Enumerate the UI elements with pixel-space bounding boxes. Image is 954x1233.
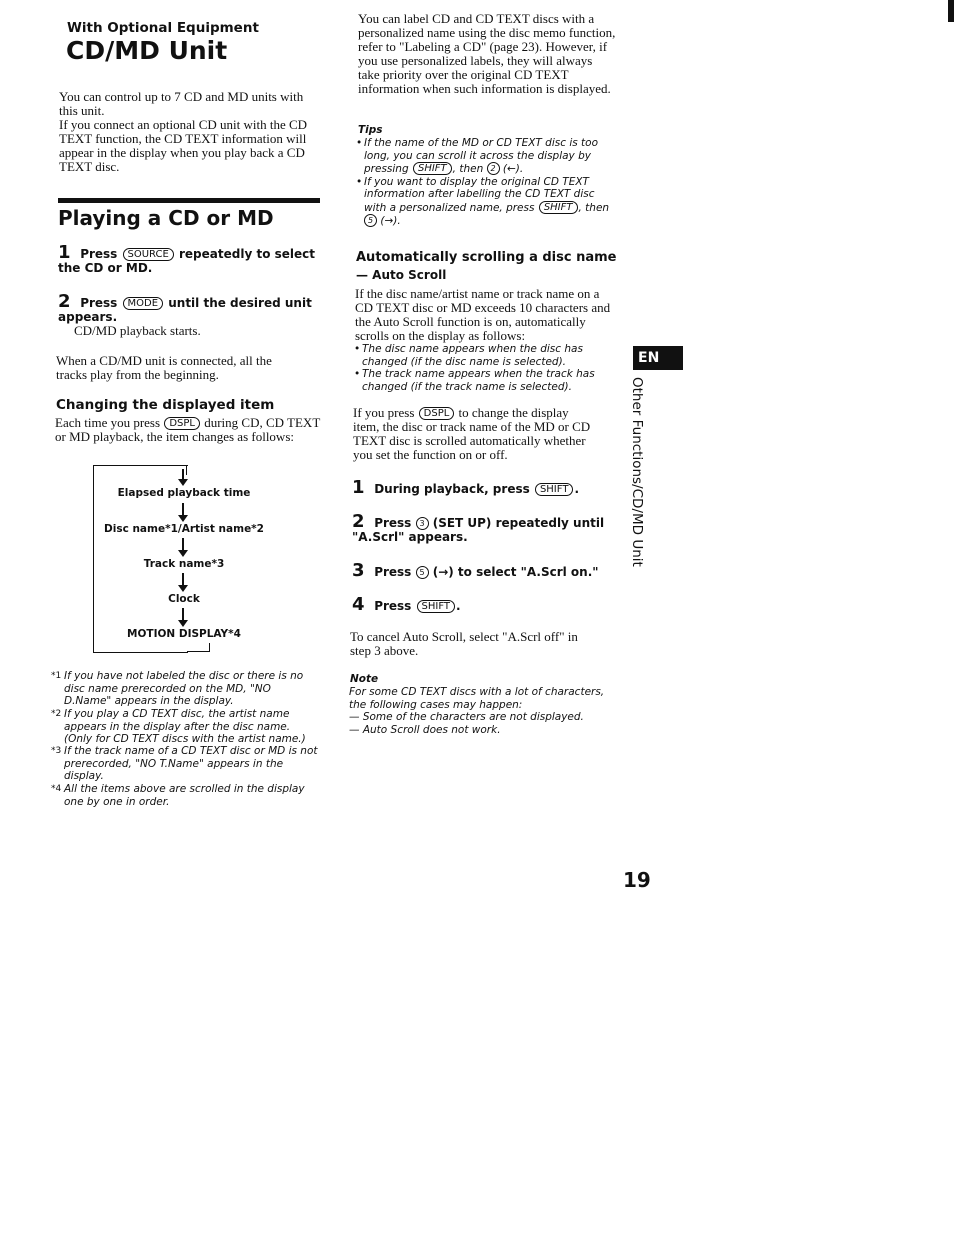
step-text-post: (SET UP) repeatedly until "A.Scrl" appears. <box>352 516 605 544</box>
number-5-button[interactable]: 5 <box>364 214 377 227</box>
step-text-post: repeatedly to select the CD or MD. <box>58 247 316 275</box>
footnote-text: If you play a CD TEXT disc, the artist name appears in the display after the disc name. (Only for CD TEXT discs with the artist name.) <box>64 708 306 745</box>
flow-arrow-down <box>182 608 184 622</box>
flow-arrow-down <box>182 503 184 517</box>
cd-text-intro: You can label CD and CD TEXT discs with a personalized name using the disc memo function, refer to "Labeling a CD" (page 23). However, if you use personalized labels, they will always take priority over the original CD TEXT information when such information is displayed. <box>358 11 616 96</box>
playing-after-text: When a CD/MD unit is connected, all the tracks play from the beginning. <box>56 353 272 382</box>
mode-button[interactable]: MODE <box>123 297 164 310</box>
dspl-text-post: to change the display item, the disc or track name of the MD or CD TEXT disc is scrolled automatically whether you set the function on or off. <box>353 405 591 462</box>
autoscroll-step-3 <box>352 560 617 581</box>
flow-item-elapsed: Elapsed playback time <box>117 487 251 499</box>
footnote-mark: *1 <box>51 671 62 681</box>
step-text: Press <box>80 296 118 310</box>
note-line: — Some of the characters are not displayed. <box>349 711 584 723</box>
edge-marker <box>948 0 954 22</box>
tip-item <box>356 137 618 176</box>
autoscroll-bullet: • The disc name appears when the disc has changed (if the disc name is selected). <box>354 343 616 368</box>
step-text: Press <box>374 565 412 579</box>
footnote-text: If you have not labeled the disc or there is no disc name prerecorded on the MD, "NO D.Name" appears in the display. <box>64 670 304 707</box>
autoscroll-bullet: • The track name appears when the track has changed (if the track name is selected). <box>354 368 616 393</box>
step-number: 1 <box>58 242 71 263</box>
side-section-label: Other Functions/CD/MD Unit <box>629 377 645 567</box>
footnote-mark: *4 <box>51 784 62 794</box>
note-line: — Auto Scroll does not work. <box>349 723 501 736</box>
autoscroll-step-1 <box>352 477 617 498</box>
footnote-2 <box>51 708 321 746</box>
note-body <box>349 686 611 736</box>
dspl-text-pre: If you press <box>353 405 415 420</box>
flow-item-track-name: Track name*3 <box>143 558 225 570</box>
step-text: Press <box>80 247 118 261</box>
autoscroll-bullets <box>354 343 616 393</box>
step-number: 3 <box>352 560 365 581</box>
tips-list <box>356 137 618 228</box>
display-flow-diagram <box>93 465 275 657</box>
side-label-wrap <box>627 377 647 567</box>
flow-arrow-down <box>182 538 184 552</box>
shift-button[interactable]: SHIFT <box>417 600 456 613</box>
playing-step-2 <box>58 291 323 338</box>
tip-item <box>356 176 618 228</box>
footnote-3 <box>51 745 321 783</box>
step-text: Press <box>374 599 412 613</box>
playing-step-1 <box>58 242 323 275</box>
step-sub-text: CD/MD playback starts. <box>74 323 201 338</box>
intro-paragraph-2: If you connect an optional CD unit with the CD TEXT function, the CD TEXT information will appear in the display when you play back a CD TEXT disc. <box>59 117 308 174</box>
page-number: 19 <box>623 868 651 892</box>
flow-loop-drop <box>186 465 187 475</box>
step-text-post: . <box>574 482 580 496</box>
step-text: Press <box>374 516 412 530</box>
autoscroll-cancel-text: To cancel Auto Scroll, select "A.Scrl off" in step 3 above. <box>350 629 578 658</box>
tip-text: If the name of the MD or CD TEXT disc is too long, you can scroll it across the display by pressing <box>364 137 599 175</box>
number-2-button[interactable]: 2 <box>487 162 500 175</box>
footnote-text: If the track name of a CD TEXT disc or MD is not prerecorded, "NO T.Name" appears in the display. <box>64 745 318 782</box>
tip-text-post: (→). <box>380 215 401 227</box>
changing-text <box>55 416 321 444</box>
changing-text-post: during CD, CD TEXT or MD playback, the item changes as follows: <box>55 415 321 444</box>
section-rule <box>58 198 320 203</box>
footnote-text: All the items above are scrolled in the display one by one in order. <box>64 783 305 808</box>
autoscroll-dspl-text <box>353 406 593 462</box>
number-3-button[interactable]: 3 <box>416 517 429 530</box>
tip-text: If you want to display the original CD TEXT information after labelling the CD TEXT disc with a personalized name, press <box>364 175 595 214</box>
flow-arrow-down <box>182 469 184 481</box>
page-title: CD/MD Unit <box>66 36 228 65</box>
tip-text-mid: , then <box>452 163 484 175</box>
step-text-post: until the desired unit appears. <box>58 296 312 324</box>
step-number: 2 <box>58 291 71 312</box>
shift-button[interactable]: SHIFT <box>535 483 574 496</box>
autoscroll-subtitle: — Auto Scroll <box>356 268 447 282</box>
section-title-playing: Playing a CD or MD <box>58 206 274 230</box>
step-number: 4 <box>352 594 365 615</box>
step-text-post: . <box>456 599 461 613</box>
note-title: Note <box>350 673 379 685</box>
section-kicker: With Optional Equipment <box>67 20 259 36</box>
footnote-4 <box>51 783 321 808</box>
step-text-post: (→) to select "A.Scrl on." <box>432 565 599 579</box>
intro-text <box>59 90 321 174</box>
footnote-mark: *3 <box>51 746 62 756</box>
note-text: For some CD TEXT discs with a lot of characters, the following cases may happen: <box>349 686 605 711</box>
section-title-changing: Changing the displayed item <box>56 397 275 413</box>
step-text: During playback, press <box>374 482 530 496</box>
language-tab: EN <box>633 346 683 370</box>
changing-text-pre: Each time you press <box>55 415 161 430</box>
footnote-mark: *2 <box>51 709 62 719</box>
shift-button[interactable]: SHIFT <box>413 162 452 175</box>
autoscroll-step-2 <box>352 511 617 544</box>
footnote-1 <box>51 670 321 708</box>
autoscroll-step-4 <box>352 594 617 615</box>
step-number: 1 <box>352 477 365 498</box>
flow-arrow-down <box>182 573 184 587</box>
source-button[interactable]: SOURCE <box>123 248 174 261</box>
autoscroll-text: If the disc name/artist name or track name on a CD TEXT disc or MD exceeds 10 characters and the Auto Scroll function is on, automatically scrolls on the display as follows: <box>355 286 611 343</box>
tip-text-post: (←). <box>502 163 524 175</box>
number-5-button[interactable]: 5 <box>416 566 429 579</box>
dspl-button[interactable]: DSPL <box>419 407 455 420</box>
flow-loop-bottom <box>187 651 210 652</box>
shift-button[interactable]: SHIFT <box>539 201 578 214</box>
section-title-autoscroll: Automatically scrolling a disc name <box>356 250 617 265</box>
flow-item-clock: Clock <box>168 593 200 605</box>
step-number: 2 <box>352 511 365 532</box>
flow-item-disc-name: Disc name*1/Artist name*2 <box>104 523 264 535</box>
tip-text-mid: , then <box>578 201 610 214</box>
flow-item-motion-display: MOTION DISPLAY*4 <box>127 628 241 640</box>
tips-title: Tips <box>358 124 383 136</box>
dspl-button[interactable]: DSPL <box>164 417 200 430</box>
intro-paragraph-1: You can control up to 7 CD and MD units with this unit. <box>59 89 304 118</box>
